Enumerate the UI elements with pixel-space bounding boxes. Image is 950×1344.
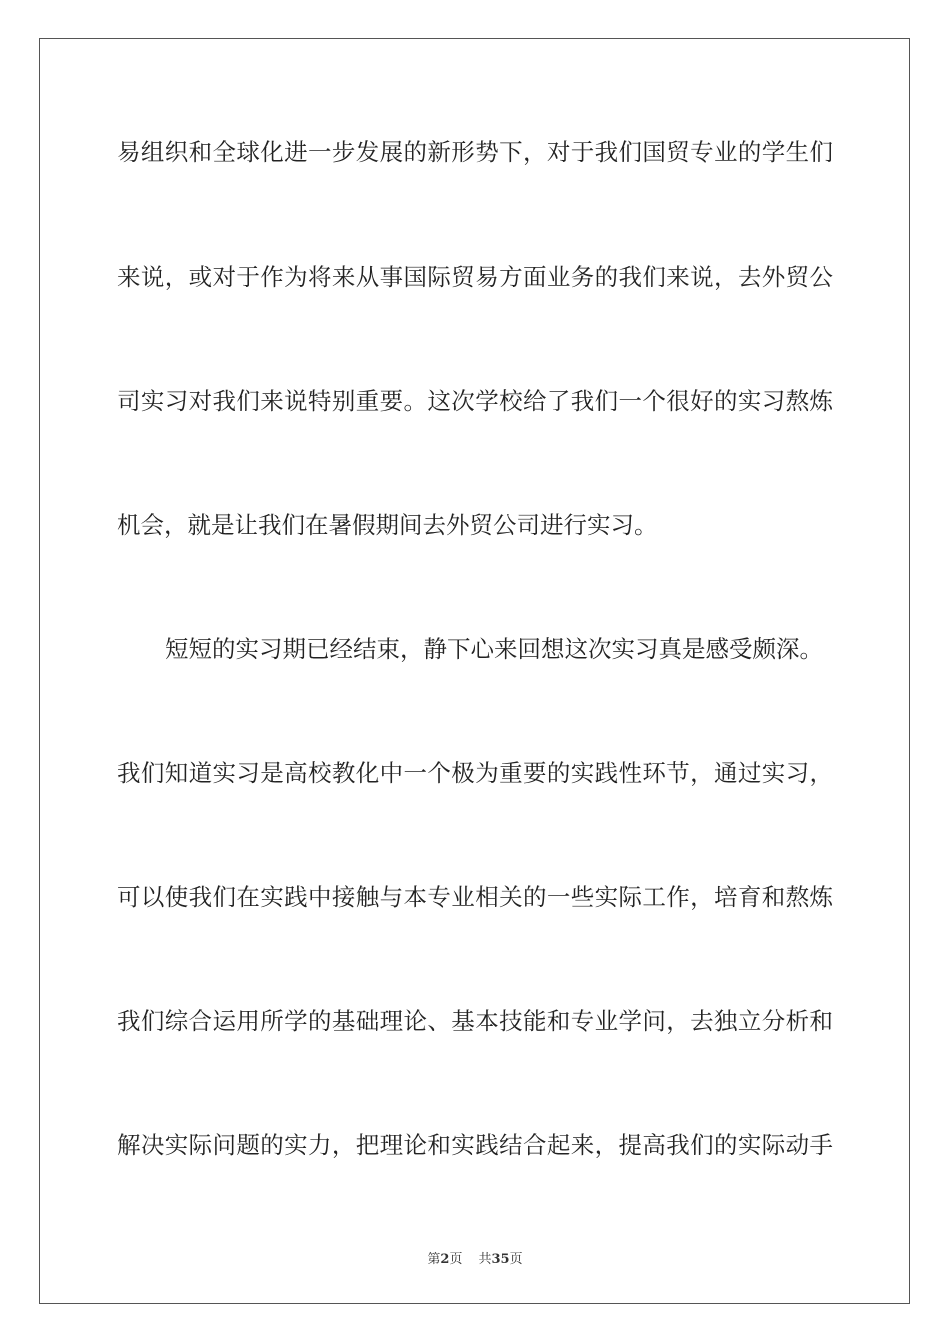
page-footer [0, 1248, 950, 1267]
text-line-9: 解决实际问题的实力，把理论和实践结合起来，提高我们的实际动手 [117, 1131, 833, 1159]
total-prefix: 共 [478, 1252, 492, 1267]
text-line-3: 司实习对我们来说特别重要。这次学校给了我们一个很好的实习熬炼 [117, 387, 833, 415]
total-pages: 35 [491, 1252, 510, 1267]
page-prefix: 第 [427, 1252, 441, 1267]
text-line-7: 可以使我们在实践中接触与本专业相关的一些实际工作，培育和熬炼 [117, 883, 833, 911]
page-suffix: 页 [449, 1252, 463, 1267]
page-border [39, 38, 910, 1304]
text-line-6: 我们知道实习是高校教化中一个极为重要的实践性环节，通过实习， [117, 759, 833, 787]
page-number: 2 [440, 1252, 450, 1267]
text-line-4: 机会，就是让我们在暑假期间去外贸公司进行实习。 [117, 511, 658, 539]
text-line-2: 来说，或对于作为将来从事国际贸易方面业务的我们来说，去外贸公 [117, 263, 833, 291]
text-line-8: 我们综合运用所学的基础理论、基本技能和专业学问，去独立分析和 [117, 1007, 833, 1035]
total-suffix: 页 [509, 1252, 523, 1267]
text-line-5-paragraph-start: 短短的实习期已经结束，静下心来回想这次实习真是感受颇深。 [165, 635, 823, 663]
text-line-1: 易组织和全球化进一步发展的新形势下，对于我们国贸专业的学生们 [117, 138, 833, 166]
